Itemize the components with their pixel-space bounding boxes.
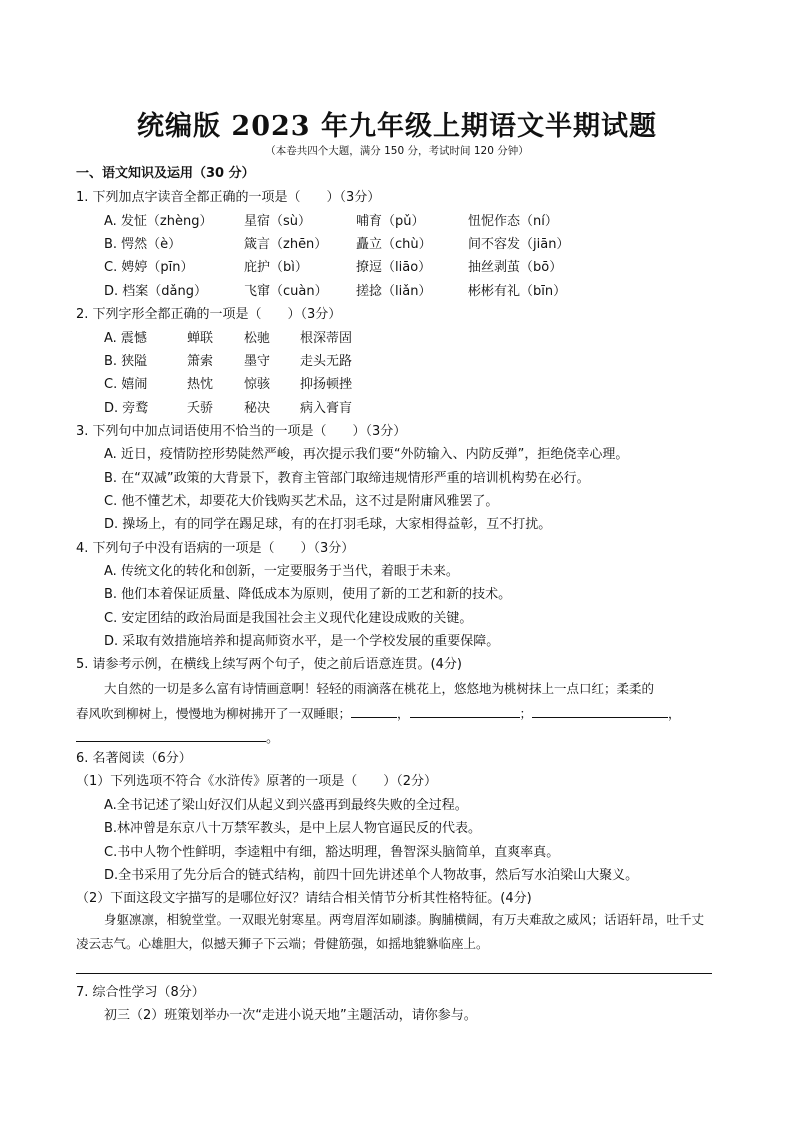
q4-option-c: C. 安定团结的政治局面是我国社会主义现代化建设成败的关键。 [104,611,473,626]
question-5-stem: 5. 请参考示例，在横线上续写两个句子，使之前后语意连贯。(4分) [76,657,462,672]
question-3-stem: 3. 下列句中加点词语使用不恰当的一项是（ ）（3分） [76,424,407,439]
q6-sub-question-1: （1）下列选项不符合《水浒传》原著的一项是（ ）（2分） [76,774,438,789]
answer-line[interactable] [76,973,712,974]
q1-option-a-4: 忸怩作态（ní） [468,214,558,229]
q6-option-b: B.林冲曾是东京八十万禁军教头，是中上层人物官逼民反的代表。 [104,821,482,836]
q1-option-b-3: 矗立（chù） [356,237,432,252]
q7-intro: 初三（2）班策划举办一次“走进小说天地”主题活动，请你参与。 [104,1008,477,1023]
q2-option-d-1: D. 旁鹜 [104,401,149,416]
q6-option-d: D.全书采用了先分后合的链式结构，前四十回先讲述单个人物故事，然后写水泊梁山大聚义。 [104,868,639,883]
q5-answer-line-3 [76,727,279,747]
q1-option-c-1: C. 娉婷（pīn） [104,260,194,275]
page-title: 统编版 2023 年九年级上期语文半期试题 [137,111,657,142]
q2-option-a-3: 松驰 [244,331,271,346]
q1-option-c-3: 撩逗（liāo） [356,260,432,275]
q1-option-a-1: A. 发怔（zhèng） [104,214,213,229]
q1-option-b-4: 间不容发（jiān） [468,237,570,252]
q1-option-d-1: D. 档案（dǎng） [104,284,207,299]
q2-option-c-3: 惊骇 [244,377,271,392]
question-2-stem: 2. 下列字形全都正确的一项是（ ）（3分） [76,307,342,322]
q1-option-b-1: B. 愕然（è） [104,237,182,252]
q3-option-b: B. 在“双减”政策的大背景下，教育主管部门取缔违规情形严重的培训机构势在必行。 [104,471,590,486]
q1-option-d-3: 搓捻（liǎn） [356,284,432,299]
q1-option-c-4: 抽丝剥茧（bō） [468,260,563,275]
page-subtitle: （本卷共四个大题，满分 150 分，考试时间 120 分钟） [265,145,529,157]
question-1-stem: 1. 下列加点字读音全都正确的一项是（ ）（3分） [76,190,381,205]
q1-option-c-2: 庇护（bì） [244,260,308,275]
q3-option-c: C. 他不懂艺术，却要花大价钱购买艺术品，这不过是附庸风雅罢了。 [104,494,499,509]
q6-option-c: C.书中人物个性鲜明，李逵粗中有细，豁达明理，鲁智深头脑简单，直爽率真。 [104,845,560,860]
q5-separator-2: ； [519,706,533,721]
q2-option-b-2: 箫索 [187,354,214,369]
q5-example-line-1: 大自然的一切是多么富有诗情画意啊！轻轻的雨滴落在桃花上，悠悠地为桃树抹上一点口红；柔柔的 [104,681,655,696]
q5-end-mark: 。 [266,731,280,746]
q5-answer-blank-2[interactable] [410,703,520,718]
q4-option-a: A. 传统文化的转化和创新，一定要服务于当代，着眼于未来。 [104,564,459,579]
q6-passage: 身躯凛凛，相貌堂堂。一双眼光射寒星。两弯眉浑如刷漆。胸脯横阔，有万夫难敌之威风；话语轩昂，吐千丈凌云志气。心雄胆大，似撼天狮子下云端；骨健筋强，如摇地貔貅临座上。 [76,912,705,951]
q2-option-c-4: 抑扬顿挫 [300,377,353,392]
section-heading: 一、语文知识及运用（30 分） [76,166,255,181]
q2-option-b-3: 墨守 [244,354,271,369]
question-7-stem: 7. 综合性学习（8分） [76,985,205,1000]
q4-option-b: B. 他们本着保证质量、降低成本为原则，使用了新的工艺和新的技术。 [104,587,512,602]
q1-option-b-2: 箴言（zhēn） [244,237,328,252]
q5-separator-1: ， [397,706,410,721]
q2-option-a-4: 根深蒂固 [300,331,353,346]
q5-separator-3: ， [668,706,681,721]
q2-option-d-2: 夭骄 [187,401,214,416]
question-4-stem: 4. 下列句子中没有语病的一项是（ ）（3分） [76,541,355,556]
q2-option-c-1: C. 嬉闹 [104,377,148,392]
q2-option-b-1: B. 狭隘 [104,354,148,369]
q1-option-d-4: 彬彬有礼（bīn） [468,284,567,299]
q2-option-d-4: 病入膏肓 [300,401,353,416]
q2-option-c-2: 热忱 [187,377,214,392]
q1-option-a-2: 星宿（sù） [244,214,312,229]
question-6-stem: 6. 名著阅读（6分） [76,751,192,766]
q1-option-d-2: 飞窜（cuàn） [244,284,328,299]
q3-option-a: A. 近日，疫情防控形势陡然严峻，再次提示我们要“外防输入、内防反弹”，拒绝侥幸心理。 [104,447,629,462]
q4-option-d: D. 采取有效措施培养和提高师资水平，是一个学校发展的重要保障。 [104,634,500,649]
q3-option-d: D. 操场上，有的同学在踢足球，有的在打羽毛球，大家相得益彰，互不打扰。 [104,517,552,532]
q2-option-a-2: 蝉联 [187,331,214,346]
q2-option-a-1: A. 震憾 [104,331,147,346]
q6-sub-question-2: （2）下面这段文字描写的是哪位好汉？请结合相关情节分析其性格特征。(4分) [76,891,532,906]
q5-answer-blank-3[interactable] [532,703,668,718]
q5-answer-blank-4[interactable] [76,727,266,742]
q5-answer-blank-1[interactable] [351,703,397,718]
q2-option-d-3: 秘决 [244,401,271,416]
q2-option-b-4: 走头无路 [300,354,353,369]
q5-example-text: 春风吹到柳树上，慢慢地为柳树拂开了一双睡眼； [76,706,352,721]
q1-option-a-3: 哺育（pǔ） [356,214,425,229]
q6-option-a: A.全书记述了梁山好汉们从起义到兴盛再到最终失败的全过程。 [104,798,468,813]
q5-example-line-2 [76,703,681,722]
